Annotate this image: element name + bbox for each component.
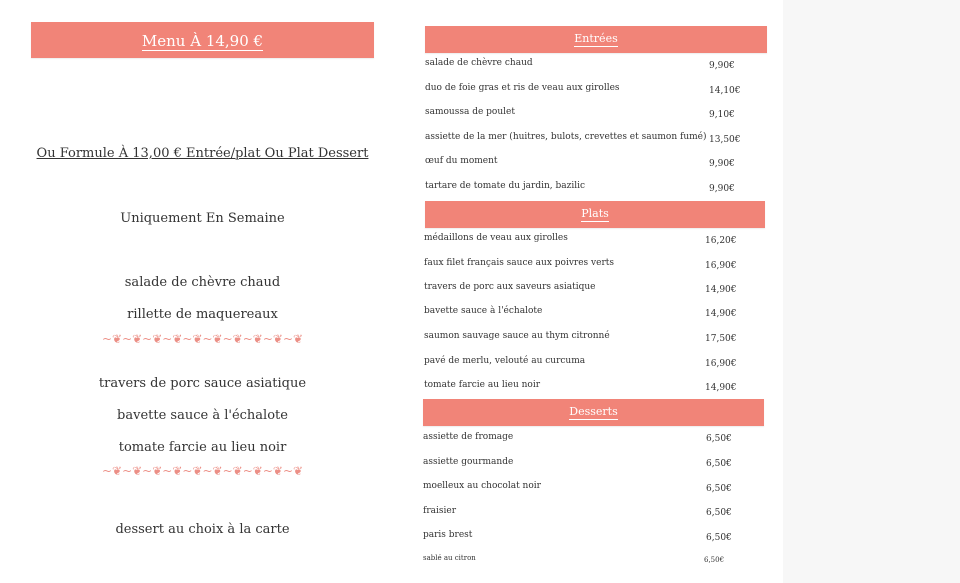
page-margin — [783, 0, 960, 583]
menu-main: bavette sauce à l'échalote — [117, 408, 288, 423]
dessert-item: paris brest — [423, 530, 473, 540]
dessert-item: assiette gourmande — [423, 457, 514, 467]
dessert-price: 6,50€ — [704, 556, 725, 564]
dessert-item: assiette de fromage — [423, 432, 514, 442]
entree-price: 9,90€ — [709, 61, 735, 71]
plat-item: tomate farcie au lieu noir — [424, 380, 541, 390]
menu-title: Menu À 14,90 € — [141, 31, 264, 50]
plat-item: travers de porc aux saveurs asiatique — [424, 282, 596, 292]
plat-price: 16,90€ — [705, 261, 737, 271]
plat-item: faux filet français sauce aux poivres verts — [424, 258, 614, 268]
dessert-price: 6,50€ — [706, 434, 732, 444]
plat-price: 16,20€ — [705, 236, 737, 246]
entree-price: 9,90€ — [709, 159, 735, 169]
entree-price: 14,10€ — [709, 86, 741, 96]
plat-price: 14,90€ — [705, 285, 737, 295]
plats-band — [425, 201, 765, 228]
menu-starter: salade de chèvre chaud — [124, 275, 281, 290]
entree-item: tartare de tomate du jardin, bazilic — [425, 181, 586, 191]
plat-price: 14,90€ — [705, 383, 737, 393]
semaine-text: Uniquement En Semaine — [120, 211, 285, 226]
plat-price: 17,50€ — [705, 334, 737, 344]
plat-price: 14,90€ — [705, 309, 737, 319]
dessert-item: fraisier — [423, 506, 457, 516]
flourish-divider: ~❦~❦~❦~❦~❦~❦~❦~❦~❦~❦ — [101, 332, 304, 346]
entree-price: 9,90€ — [709, 184, 735, 194]
desserts-title: Desserts — [569, 405, 618, 419]
menu-dessert: dessert au choix à la carte — [115, 522, 290, 537]
menu-title-band — [31, 22, 374, 58]
plat-price: 16,90€ — [705, 359, 737, 369]
entree-price: 13,50€ — [709, 135, 741, 145]
flourish-divider: ~❦~❦~❦~❦~❦~❦~❦~❦~❦~❦ — [101, 464, 304, 478]
entree-item: samoussa de poulet — [425, 107, 515, 117]
dessert-item: moelleux au chocolat noir — [423, 481, 541, 491]
menu-main: travers de porc sauce asiatique — [98, 376, 307, 391]
dessert-item: sablé au citron — [423, 554, 476, 562]
plat-item: saumon sauvage sauce au thym citronné — [424, 331, 610, 341]
plat-item: bavette sauce à l'échalote — [424, 306, 543, 316]
entree-price: 9,10€ — [709, 110, 735, 120]
desserts-band — [423, 399, 764, 426]
menu-starter: rillette de maquereaux — [127, 307, 278, 322]
dessert-price: 6,50€ — [706, 484, 732, 494]
plat-item: médaillons de veau aux girolles — [424, 233, 568, 243]
entree-item: œuf du moment — [425, 156, 498, 166]
entree-item: salade de chèvre chaud — [425, 58, 533, 68]
plats-title: Plats — [581, 207, 609, 221]
formule-text: Ou Formule À 13,00 € Entrée/plat Ou Plat Dessert — [36, 146, 369, 161]
dessert-price: 6,50€ — [706, 508, 732, 518]
entree-item: assiette de la mer (huitres, bulots, crevettes et saumon fumé) — [425, 132, 707, 142]
plat-item: pavé de merlu, velouté au curcuma — [424, 356, 586, 366]
dessert-price: 6,50€ — [706, 459, 732, 469]
entree-item: duo de foie gras et ris de veau aux girolles — [425, 83, 620, 93]
menu-main: tomate farcie au lieu noir — [118, 440, 287, 455]
entrees-band — [425, 26, 767, 53]
dessert-price: 6,50€ — [706, 533, 732, 543]
entrees-title: Entrées — [574, 32, 618, 46]
